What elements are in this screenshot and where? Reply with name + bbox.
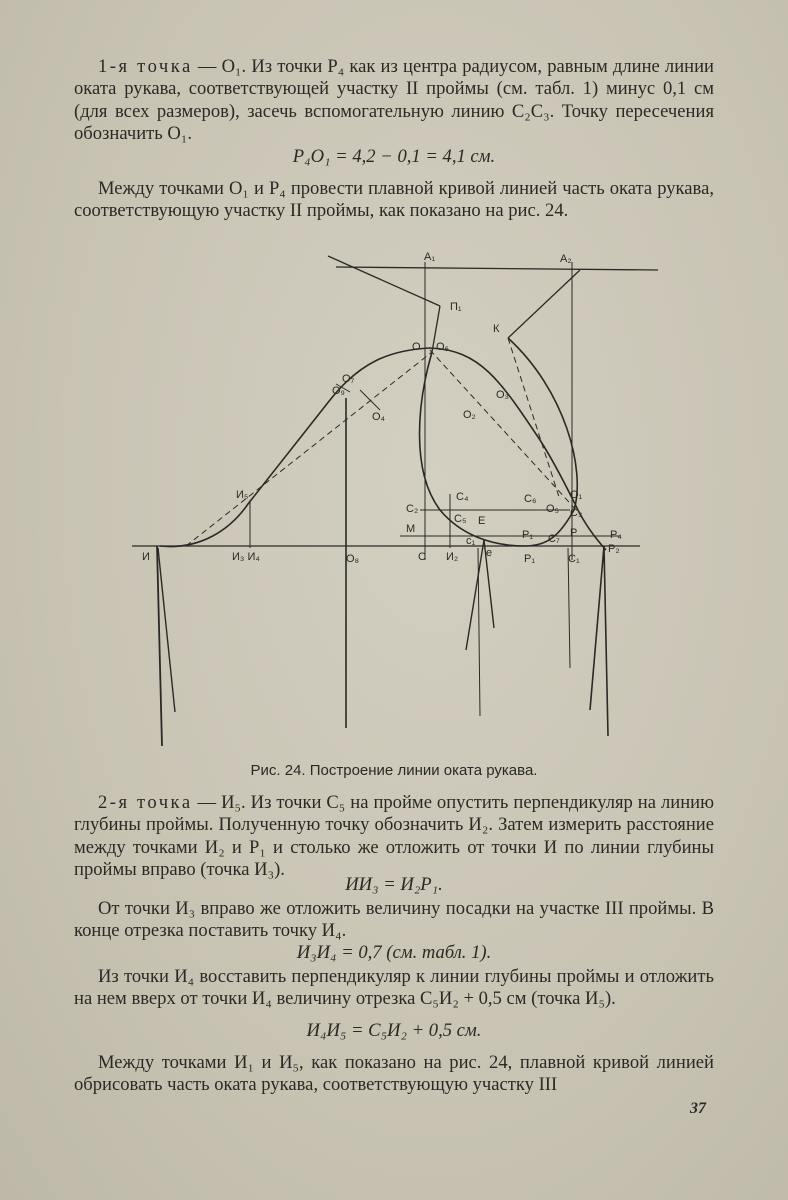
label-o6: O₆ bbox=[436, 341, 449, 353]
curve-i1-i5-text: Между точками И₁ и И₅, как показано на рис. 24, плавной кривой линией обрисовать часть оката рукава, соответствующую участку III bbox=[74, 1052, 714, 1096]
formula-i3i4: И₃И₄ = 0,7 (см. табл. 1). bbox=[296, 942, 492, 963]
dashed-line-1 bbox=[186, 352, 432, 546]
leg-mid-1 bbox=[466, 540, 484, 650]
label-o4: O₄ bbox=[372, 411, 386, 423]
label-r1-upper: P₁ bbox=[522, 529, 534, 541]
label-o7: O₇ bbox=[342, 373, 355, 385]
label-o2: O₂ bbox=[463, 409, 476, 421]
label-m: M bbox=[406, 523, 416, 535]
paragraph-point-2 bbox=[74, 792, 714, 882]
dashed-line-2 bbox=[430, 350, 578, 512]
label-a2: A₂ bbox=[560, 253, 572, 265]
label-p: P bbox=[570, 527, 578, 539]
top-line bbox=[336, 267, 658, 270]
label-r1-lower: P₁ bbox=[524, 553, 536, 565]
label-o8: O₈ bbox=[346, 553, 360, 565]
label-i2: И₂ bbox=[446, 551, 459, 563]
label-c1: C₁ bbox=[568, 553, 580, 565]
paragraph-curve-o1-p4 bbox=[74, 178, 714, 223]
label-o3: O₃ bbox=[496, 389, 510, 401]
slant-line-top bbox=[328, 256, 440, 306]
perpendicular-text: Из точки И₄ восставить перпендикуляр к линии глубины проймы и отложить на нем вверх от точки И₄ величину отрезка C₅И₂ + 0,5 см (точка И₅). bbox=[74, 966, 714, 1010]
curve-o1-p4-text: Между точками O₁ и P₄ провести плавной кривой линией часть оката рукава, соответствующую участку II проймы, как показано на рис. 24. bbox=[74, 178, 714, 222]
point-2-text: — И₅. Из точки C₅ на пройме опустить перпендикуляр на линию глубины проймы. Полученную точку обозначить И₂. Затем измерить расстояние между точками И₂ и P₁ и столько же отложить от точки И по линии глубины проймы вправо (точка И₃). bbox=[74, 792, 714, 881]
label-c6: C₆ bbox=[524, 493, 537, 505]
label-c7: C₇ bbox=[548, 533, 560, 545]
label-o1: O₁ bbox=[570, 489, 583, 501]
paragraph-curve-i1-i5 bbox=[74, 1052, 714, 1097]
label-c5: C₅ bbox=[454, 513, 467, 525]
sleeve-cap-curve bbox=[160, 348, 606, 550]
point-2-lead: 2-я точка bbox=[98, 792, 193, 813]
label-c4: C₄ bbox=[456, 491, 469, 503]
formula-i4i5: И₄И₅ = C₅И₂ + 0,5 см. bbox=[306, 1020, 482, 1041]
leg-right-1 bbox=[590, 546, 604, 710]
label-i3-i4: И₃ И₄ bbox=[232, 551, 260, 563]
paragraph-perpendicular bbox=[74, 966, 714, 1011]
label-r4: P₄ bbox=[610, 529, 622, 541]
label-e-upper: E bbox=[478, 515, 486, 527]
point-i4-text: От точки И₃ вправо же отложить величину посадки на участке III проймы. В конце отрезка поставить точку И₄. bbox=[74, 898, 714, 942]
label-c: C bbox=[418, 551, 426, 563]
label-o: O bbox=[412, 341, 421, 353]
label-i: И bbox=[142, 551, 150, 563]
label-a1: A₁ bbox=[424, 251, 436, 263]
label-e-lower: e bbox=[486, 547, 493, 559]
page-number: 37 bbox=[690, 1100, 706, 1117]
label-c2: C₂ bbox=[406, 503, 419, 515]
label-r2: P₂ bbox=[608, 543, 620, 555]
label-o9: O₉ bbox=[332, 385, 345, 397]
figure-caption: Рис. 24. Построение линии оката рукава. bbox=[250, 762, 538, 779]
point-1-lead: 1-я точка bbox=[98, 56, 193, 77]
formula-ii3: ИИ₃ = И₂P₁. bbox=[345, 874, 443, 895]
label-o5: O₅ bbox=[546, 503, 559, 515]
paragraph-point-i4 bbox=[74, 898, 714, 943]
slant-line-right bbox=[508, 270, 580, 338]
label-c1-lower: c₁ bbox=[466, 535, 476, 547]
label-k: К bbox=[493, 323, 500, 335]
point-1-text: — O₁. Из точки P₄ как из центра радиусом, равным длине линии оката рукава, соответствующей участку II проймы (см. табл. 1) минус 0,1 см (для всех размеров), засечь вспомогательную линию C₂C₃. Точку пересечения обозначить O₁. bbox=[74, 56, 714, 145]
formula-p4o1: P₄O₁ = 4,2 − 0,1 = 4,1 см. bbox=[292, 146, 496, 167]
label-p1: П₁ bbox=[450, 301, 462, 313]
figure-24-sleeve-cap-construction bbox=[0, 240, 788, 760]
label-i5: И₅ bbox=[236, 489, 249, 501]
leg-right-2 bbox=[604, 546, 608, 736]
paragraph-point-1 bbox=[74, 56, 714, 146]
label-c3: C₃ bbox=[570, 507, 583, 519]
